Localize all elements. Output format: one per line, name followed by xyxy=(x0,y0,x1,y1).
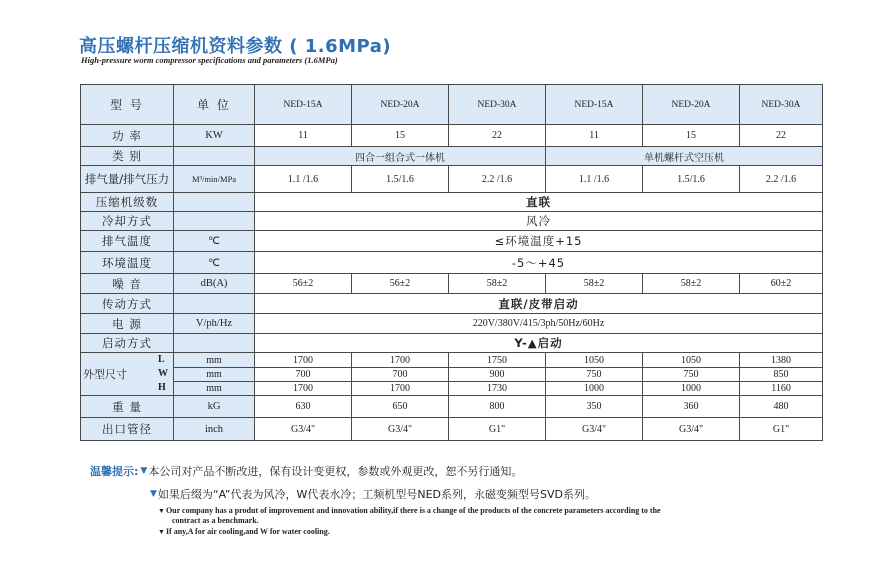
power-value: 22 xyxy=(449,125,546,147)
dimension-value: 1700 xyxy=(255,382,352,396)
power-value: 11 xyxy=(255,125,352,147)
ambient-temp-label: 环境温度 xyxy=(81,252,174,274)
noise-value: 58±2 xyxy=(546,274,643,294)
dimension-row-w xyxy=(81,368,823,382)
english-notes xyxy=(158,506,826,538)
exhaust-temp-label: 排气温度 xyxy=(81,231,174,252)
cooling-label: 冷却方式 xyxy=(81,212,174,231)
dimension-w-cell xyxy=(158,368,255,382)
outlet-value: G1" xyxy=(740,418,823,441)
dimension-value: 1160 xyxy=(740,382,823,396)
dimension-value: 1730 xyxy=(449,382,546,396)
weight-value: 800 xyxy=(449,396,546,418)
outlet-row xyxy=(81,418,823,441)
dimension-value: 1700 xyxy=(255,353,352,368)
power-value: 15 xyxy=(643,125,740,147)
discharge-value: 1.1 /1.6 xyxy=(255,166,352,193)
dimension-value: 750 xyxy=(546,368,643,382)
note-text: 如果后缀为“A”代表为风冷，W代表水冷；工频机型号NED系列，永磁变频型号SVD系列。 xyxy=(157,487,596,501)
dimensions-label: 外型尺寸 xyxy=(83,368,127,381)
outlet-value: G1" xyxy=(449,418,546,441)
stage-label: 压缩机级数 xyxy=(81,193,174,212)
noise-row xyxy=(81,274,823,294)
start-row xyxy=(81,334,823,353)
dimension-value: 1000 xyxy=(643,382,740,396)
discharge-row xyxy=(81,166,823,193)
ambient-temp-unit: ℃ xyxy=(174,252,255,274)
outlet-value: G3/4" xyxy=(352,418,449,441)
power-supply-value: 220V/380V/415/3ph/50Hz/60Hz xyxy=(255,314,823,334)
note-line-2 xyxy=(90,482,596,505)
dimension-value: 1050 xyxy=(546,353,643,368)
weight-value: 350 xyxy=(546,396,643,418)
weight-value: 650 xyxy=(352,396,449,418)
dimension-h-cell xyxy=(158,382,255,396)
power-supply-row xyxy=(81,314,823,334)
notes-section xyxy=(90,459,596,505)
power-row xyxy=(81,125,823,147)
stage-unit xyxy=(174,193,255,212)
outlet-unit: inch xyxy=(174,418,255,441)
triangle-bullet-icon: ▼ xyxy=(158,507,165,515)
outlet-value: G3/4" xyxy=(255,418,352,441)
stage-value: 直联 xyxy=(255,193,823,212)
drive-unit xyxy=(174,294,255,314)
header-model: NED-20A xyxy=(643,85,740,125)
header-model: NED-15A xyxy=(546,85,643,125)
dimension-unit: mm xyxy=(206,383,222,394)
dimension-unit: mm xyxy=(206,369,222,380)
cooling-row xyxy=(81,212,823,231)
outlet-label: 出口管径 xyxy=(81,418,174,441)
dimension-value: 750 xyxy=(643,368,740,382)
noise-unit: dB(A) xyxy=(174,274,255,294)
tips-label: 温馨提示: xyxy=(90,464,139,478)
triangle-bullet-icon: ▼ xyxy=(150,488,157,499)
start-unit xyxy=(174,334,255,353)
header-model: NED-30A xyxy=(740,85,823,125)
dimension-letter: H xyxy=(158,382,166,393)
start-value: Y-▲启动 xyxy=(255,334,823,353)
dimension-value: 900 xyxy=(449,368,546,382)
spec-table xyxy=(80,84,823,441)
header-model: NED-30A xyxy=(449,85,546,125)
ambient-temp-row xyxy=(81,252,823,274)
weight-label: 重 量 xyxy=(81,396,174,418)
dimension-row-h xyxy=(81,382,823,396)
page-subtitle: High-pressure worm compressor specifications and parameters (1.6MPa) xyxy=(81,55,338,65)
dimension-value: 1700 xyxy=(352,382,449,396)
ambient-temp-value: -5～+45 xyxy=(255,252,823,274)
discharge-value: 2.2 /1.6 xyxy=(449,166,546,193)
noise-label: 噪 音 xyxy=(81,274,174,294)
exhaust-temp-unit: ℃ xyxy=(174,231,255,252)
dimension-value: 1700 xyxy=(352,353,449,368)
cooling-value: 风冷 xyxy=(255,212,823,231)
dimension-value: 700 xyxy=(255,368,352,382)
power-label: 功 率 xyxy=(81,125,174,147)
category-unit xyxy=(174,147,255,166)
power-value: 11 xyxy=(546,125,643,147)
dimension-letter: L xyxy=(158,354,165,365)
dimension-value: 1750 xyxy=(449,353,546,368)
dimension-value: 1380 xyxy=(740,353,823,368)
dimension-letter: W xyxy=(158,368,169,379)
note-text: 本公司对产品不断改进，保有设计变更权，参数或外观更改，恕不另行通知。 xyxy=(148,464,523,478)
triangle-bullet-icon: ▼ xyxy=(140,465,148,476)
power-supply-unit: V/ph/Hz xyxy=(174,314,255,334)
discharge-label: 排气量/排气压力 xyxy=(81,166,174,193)
exhaust-temp-row xyxy=(81,231,823,252)
drive-value: 直联/皮带启动 xyxy=(255,294,823,314)
dimension-unit: mm xyxy=(206,354,222,366)
discharge-unit: M³/min/MPa xyxy=(174,166,255,193)
power-unit: KW xyxy=(174,125,255,147)
noise-value: 56±2 xyxy=(352,274,449,294)
dimension-value: 850 xyxy=(740,368,823,382)
table-header-row xyxy=(81,85,823,125)
weight-value: 360 xyxy=(643,396,740,418)
noise-value: 56±2 xyxy=(255,274,352,294)
category-group-b: 单机螺杆式空压机 xyxy=(546,147,823,166)
header-model: NED-20A xyxy=(352,85,449,125)
dimension-value: 700 xyxy=(352,368,449,382)
category-row xyxy=(81,147,823,166)
start-label: 启动方式 xyxy=(81,334,174,353)
note-line-1 xyxy=(90,459,596,482)
weight-value: 480 xyxy=(740,396,823,418)
discharge-value: 2.2 /1.6 xyxy=(740,166,823,193)
english-note-1: ▼Our company has a produt of improvement and innovation ability,if there is a change of the products of the concrete parameters according to the contract as a benchmark. xyxy=(158,506,661,525)
page-title: 高压螺杆压缩机资料参数 ( 1.6MPa) xyxy=(79,36,392,57)
noise-value: 60±2 xyxy=(740,274,823,294)
outlet-value: G3/4" xyxy=(546,418,643,441)
header-model-label: 型 号 xyxy=(81,85,174,125)
power-supply-label: 电 源 xyxy=(81,314,174,334)
category-group-a: 四合一组合式一体机 xyxy=(255,147,546,166)
weight-row xyxy=(81,396,823,418)
triangle-bullet-icon: ▼ xyxy=(158,528,165,536)
drive-label: 传动方式 xyxy=(81,294,174,314)
weight-unit: kG xyxy=(174,396,255,418)
category-label: 类 别 xyxy=(81,147,174,166)
discharge-value: 1.1 /1.6 xyxy=(546,166,643,193)
drive-row xyxy=(81,294,823,314)
dimension-row-l xyxy=(81,353,823,368)
power-value: 22 xyxy=(740,125,823,147)
dimension-l-cell xyxy=(158,353,255,368)
dimension-value: 1050 xyxy=(643,353,740,368)
stage-row xyxy=(81,193,823,212)
discharge-value: 1.5/1.6 xyxy=(643,166,740,193)
noise-value: 58±2 xyxy=(643,274,740,294)
header-model: NED-15A xyxy=(255,85,352,125)
english-note-2: ▼If any,A for air cooling,and W for water cooling. xyxy=(158,527,330,536)
noise-value: 58±2 xyxy=(449,274,546,294)
weight-value: 630 xyxy=(255,396,352,418)
discharge-value: 1.5/1.6 xyxy=(352,166,449,193)
power-value: 15 xyxy=(352,125,449,147)
exhaust-temp-value: ≤环境温度+15 xyxy=(255,231,823,252)
dimension-value: 1000 xyxy=(546,382,643,396)
outlet-value: G3/4" xyxy=(643,418,740,441)
cooling-unit xyxy=(174,212,255,231)
header-unit-label: 单 位 xyxy=(174,85,255,125)
